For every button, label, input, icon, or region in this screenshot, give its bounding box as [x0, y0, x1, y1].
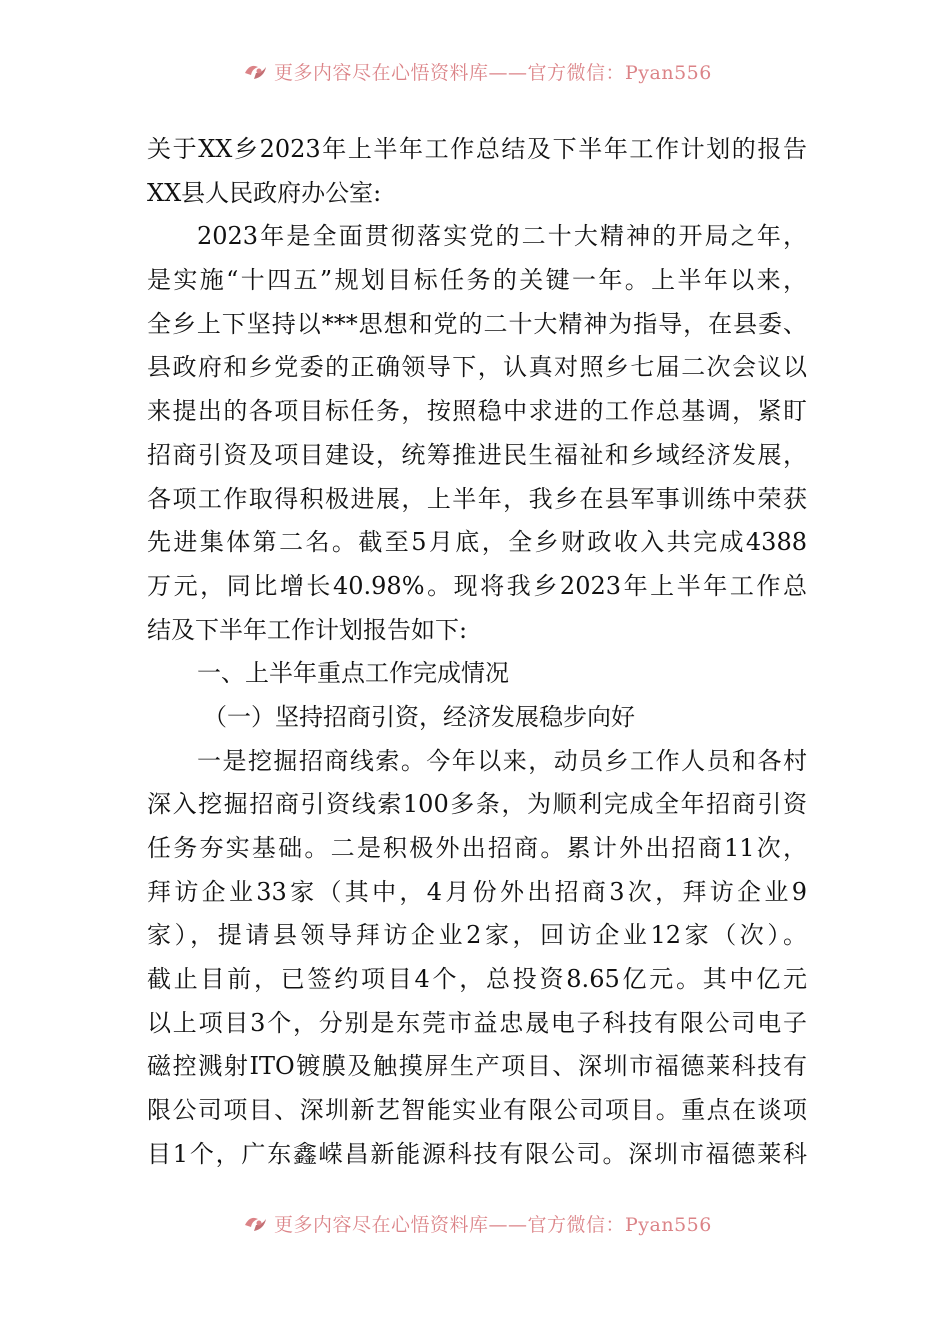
- paragraph-line: 各项工作取得积极进展，上半年，我乡在县军事训练中荣获: [147, 484, 807, 513]
- subsection-heading: （一）坚持招商引资，经济发展稳步向好: [203, 702, 635, 731]
- paragraph-line: 2023年是全面贯彻落实党的二十大精神的开局之年，: [197, 222, 807, 251]
- paragraph-line: 万元，同比增长40.98%。现将我乡2023年上半年工作总: [147, 571, 807, 600]
- paragraph-line: 招商引资及项目建设，统筹推进民生福祉和乡域经济发展，: [147, 440, 807, 469]
- paragraph-line: 磁控溅射ITO镀膜及触摸屏生产项目、深圳市福德莱科技有: [147, 1052, 807, 1081]
- paragraph-line: 全乡上下坚持以***思想和党的二十大精神为指导，在县委、: [147, 309, 807, 338]
- report-body: [147, 128, 807, 1177]
- paragraph-line: 来提出的各项目标任务，按照稳中求进的工作总基调，紧盯: [147, 397, 807, 426]
- paragraph-line: 家），提请县领导拜访企业2家，回访企业12家（次）。: [147, 921, 807, 950]
- watermark-text: 更多内容尽在心悟资料库——官方微信：Pyan556: [274, 1213, 712, 1236]
- brand-logo-icon: [242, 59, 270, 83]
- paragraph-line: 目1个，广东鑫嵘昌新能源科技有限公司。深圳市福德莱科: [147, 1139, 807, 1168]
- brand-logo-icon: [242, 1211, 270, 1235]
- paragraph-line: 拜访企业33家（其中，4月份外出招商3次，拜访企业9: [147, 877, 807, 906]
- addressee: XX县人民政府办公室:: [147, 178, 382, 207]
- watermark-text: 更多内容尽在心悟资料库——官方微信：Pyan556: [274, 61, 712, 84]
- paragraph-line: 县政府和乡党委的正确领导下，认真对照乡七届二次会议以: [147, 353, 807, 382]
- report-title: 关于XX乡2023年上半年工作总结及下半年工作计划的报告: [147, 135, 807, 163]
- paragraph-line: 是实施“十四五”规划目标任务的关键一年。上半年以来，: [147, 266, 807, 295]
- paragraph-line: 深入挖掘招商引资线索100多条，为顺利完成全年招商引资: [147, 790, 807, 819]
- paragraph-line: 限公司项目、深圳新艺智能实业有限公司项目。重点在谈项: [147, 1096, 807, 1125]
- header-watermark: [242, 58, 722, 84]
- paragraph-line: 一是挖掘招商线索。今年以来，动员乡工作人员和各村: [197, 746, 807, 775]
- paragraph-line: 结及下半年工作计划报告如下:: [147, 615, 468, 644]
- paragraph-line: 任务夯实基础。二是积极外出招商。累计外出招商11次，: [147, 834, 807, 862]
- footer-watermark: [242, 1210, 722, 1236]
- paragraph-line: 先进集体第二名。截至5月底，全乡财政收入共完成4388: [147, 528, 807, 557]
- section-heading: 一、上半年重点工作完成情况: [197, 659, 509, 688]
- paragraph-line: 以上项目3个，分别是东莞市益忠晟电子科技有限公司电子: [147, 1008, 807, 1037]
- paragraph-line: 截止目前，已签约项目4个，总投资8.65亿元。其中亿元: [147, 965, 807, 994]
